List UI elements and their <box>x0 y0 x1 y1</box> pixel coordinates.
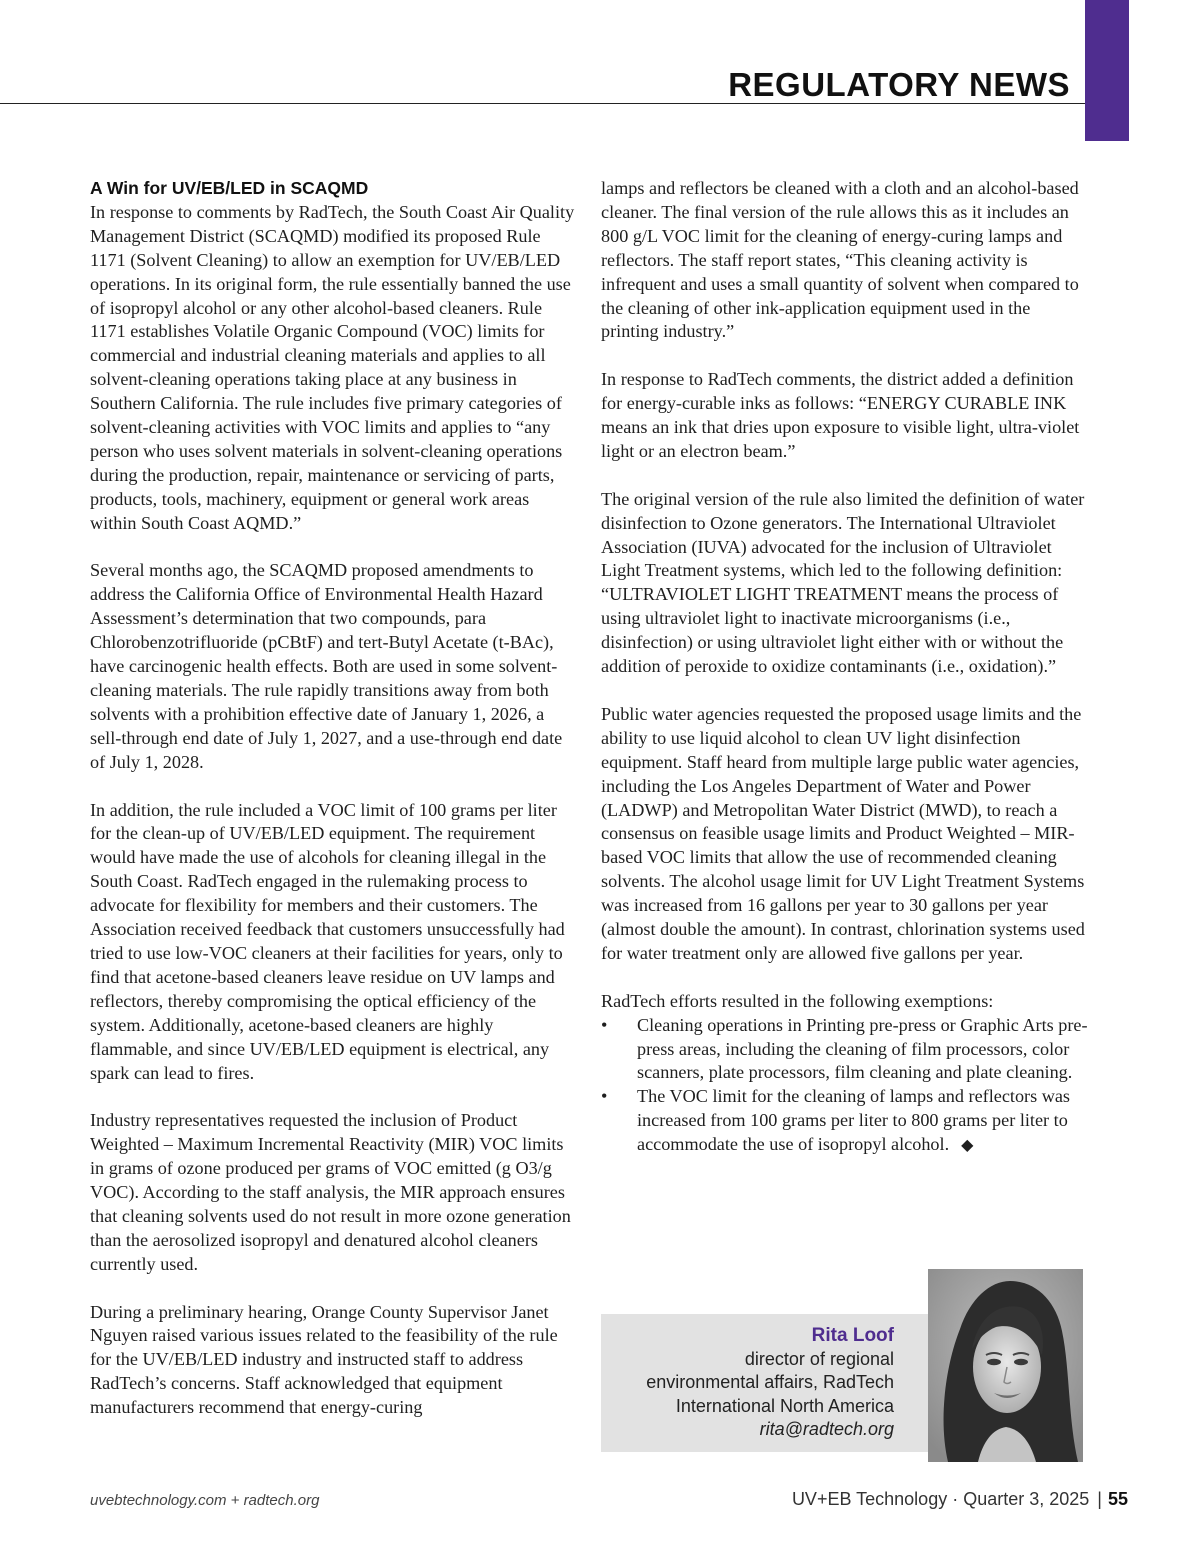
page-number: 55 <box>1107 1489 1128 1509</box>
author-title-line: International North America <box>675 1395 894 1416</box>
section-title: REGULATORY NEWS <box>728 66 1070 103</box>
author-name: Rita Loof <box>811 1325 894 1346</box>
author-box <box>601 1314 928 1452</box>
exemptions-list <box>601 1014 1091 1158</box>
article-paragraph: In response to comments by RadTech, the South Coast Air Quality Management District (SCAQMD) modified its proposed Rule 1171 (Solvent Cleaning) to allow an exemption for UV/EB/LED operations. In its original form, the rule essentially banned the use of isopropyl alcohol or any other alcohol-based cleaners. Rule 1171 establishes Volatile Organic Compound (VOC) limits for commercial and industrial cleaning materials and applies to all solvent-cleaning operations taking place at any business in Southern California. The rule includes five primary categories of solvent-cleaning activities with VOC limits and applies to “any person who uses solvent materials in solvent-cleaning operations during the production, repair, maintenance or servicing of parts, products, tools, machinery, equipment or general work areas within South Coast AQMD.” <box>90 201 575 533</box>
exemption-item <box>601 1014 1091 1086</box>
article-paragraph: lamps and reflectors be cleaned with a cloth and an alcohol-based cleaner. The final version of the rule allows this as it includes an 800 g/L VOC limit for the cleaning of energy-curing lamps and reflectors. The staff report states, “This cleaning activity is infrequent and uses a small quantity of solvent when compared to the cleaning of other ink-application equipment used in the printing industry.” <box>601 178 1079 342</box>
footer-publication-info <box>792 1489 1128 1510</box>
diamond-icon: ◆ <box>961 1137 974 1155</box>
author-info <box>594 1324 894 1442</box>
article-heading: A Win for UV/EB/LED in SCAQMD <box>90 178 369 198</box>
article-paragraph: The original version of the rule also limited the definition of water disinfection to Ozone generators. The International Ultraviolet Association (IUVA) advocated for the inclusion of Ultraviolet Light Treatment systems, which led to the following definition: “ULTRAVIOLET LIGHT TREATMENT means the process of using ultraviolet light to inactivate microorganisms (i.e., disinfection) or using ultraviolet light either with or without the addition of peroxide to oxidize contaminants (i.e., oxidation).” <box>601 488 1085 677</box>
exemption-text: Cleaning operations in Printing pre-press or Graphic Arts pre-press areas, including the cleaning of film processors, color scanners, plate processors, film cleaning and plate cleaning. <box>637 1014 1088 1083</box>
article-paragraph: In response to RadTech comments, the district added a definition for energy-curable inks as follows: “ENERGY CURABLE INK means an ink that dries upon exposure to visible light, ultra-violet light or an electron beam.” <box>601 369 1080 461</box>
publication-title: UV+EB Technology · Quarter 3, 2025 <box>791 1489 1090 1509</box>
author-portrait <box>928 1269 1083 1462</box>
exemptions-intro: RadTech efforts resulted in the following exemptions: <box>601 990 994 1011</box>
exemption-item <box>601 1085 1091 1158</box>
author-email[interactable]: rita@radtech.org <box>759 1419 894 1439</box>
header-rule <box>0 103 1085 104</box>
author-title-line: director of regional <box>744 1348 894 1369</box>
article-right-column <box>601 177 1091 1158</box>
article-paragraph: Public water agencies requested the proposed usage limits and the ability to use liquid alcohol to clean UV light disinfection equipment. Staff heard from multiple large public water agencies, including the Los Angeles Department of Water and Power (LADWP) and Metropolitan Water District (MWD), to reach a consensus on feasible usage limits and Product Weighted – MIR-based VOC limits that allow the use of recommended cleaning solvents. The alcohol usage limit for UV Light Treatment Systems was increased from 16 gallons per year to 30 gallons per year (almost double the amount). In contrast, chlorination systems used for water treatment only are allowed five gallons per year. <box>601 703 1085 963</box>
footer-websites: uvebtechnology.com + radtech.org <box>90 1492 320 1509</box>
bullet-icon: • <box>601 1014 608 1035</box>
bullet-icon: • <box>601 1086 608 1107</box>
section-color-tab <box>1085 0 1129 141</box>
article-paragraph: Several months ago, the SCAQMD proposed amendments to address the California Office of Environmental Health Hazard Assessment’s determination that two compounds, para Chlorobenzotrifluoride (pCBtF) and tert-Butyl Acetate (t-BAc), have carcinogenic health effects. Both are used in some solvent-cleaning materials. The rule rapidly transitions away from both solvents with a prohibition effective date of January 1, 2026, a sell-through end date of July 1, 2027, and a use-through end date of July 1, 2028. <box>90 560 563 772</box>
author-title-line: environmental affairs, RadTech <box>646 1372 894 1392</box>
footer-separator: | <box>1097 1489 1102 1509</box>
article-paragraph: Industry representatives requested the inclusion of Product Weighted – Maximum Incremental Reactivity (MIR) VOC limits in grams of ozone produced per grams of VOC emitted (g O3/g VOC). According to the staff analysis, the MIR approach ensures that cleaning solvents used do not result in more ozone generation than the aerosolized isopropyl and denatured alcohol cleaners currently used. <box>90 1110 571 1274</box>
article-paragraph: During a preliminary hearing, Orange County Supervisor Janet Nguyen raised various issues related to the feasibility of the rule for the UV/EB/LED industry and instructed staff to address RadTech’s concerns. Staff acknowledged that equipment manufacturers recommend that energy-curing <box>90 1301 558 1418</box>
article-left-column <box>90 177 578 1420</box>
exemption-text: The VOC limit for the cleaning of lamps and reflectors was increased from 100 grams per liter to 800 grams per liter to accommodate the use of isopropyl alcohol. <box>637 1086 1071 1155</box>
article-paragraph: In addition, the rule included a VOC limit of 100 grams per liter for the clean-up of UV/EB/LED equipment. The requirement would have made the use of alcohols for cleaning illegal in the South Coast. RadTech engaged in the rulemaking process to advocate for flexibility for members and their customers. The Association received feedback that customers unsuccessfully had tried to use low-VOC cleaners at their facilities for years, only to find that acetone-based cleaners leave residue on UV lamps and reflectors, thereby compromising the optical efficiency of the system. Additionally, acetone-based cleaners are highly flammable, and since UV/EB/LED equipment is electrical, any spark can lead to fires. <box>90 799 565 1083</box>
